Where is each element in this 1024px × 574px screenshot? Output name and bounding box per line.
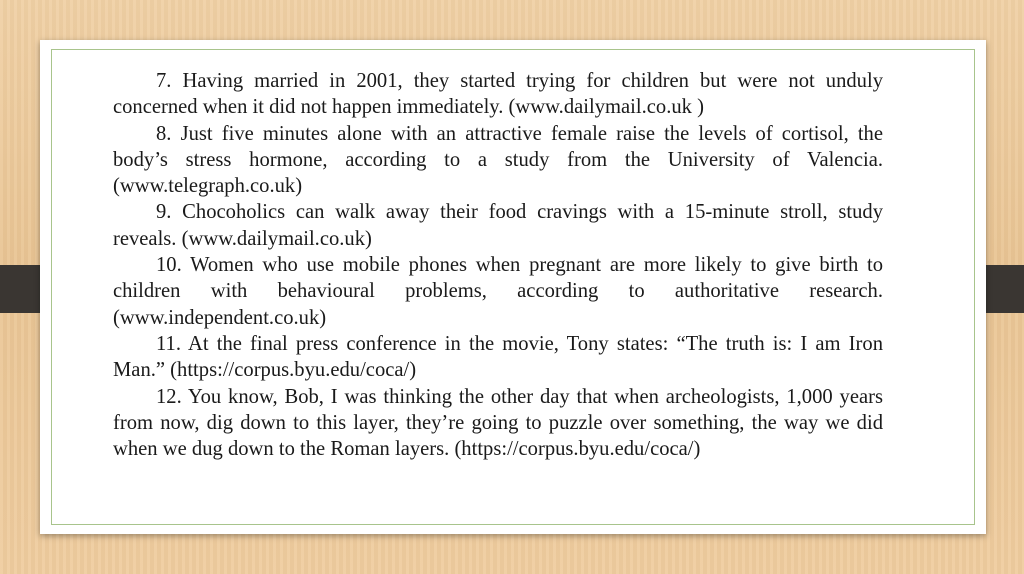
example-paragraph-8: 8. Just five minutes alone with an attractive female raise the levels of cortisol, the body’s stress hormone, according to a study from the University of Valencia. (www.telegraph.co.uk): [113, 122, 883, 198]
example-paragraph-10: 10. Women who use mobile phones when pregnant are more likely to give birth to children with behavioural problems, according to authoritative research. (www.independent.co.uk): [113, 254, 883, 329]
example-paragraph-9: 9. Chocoholics can walk away their food cravings with a 15-minute stroll, study reveals. (www.dailymail.co.uk): [113, 201, 883, 250]
example-paragraph-11: 11. At the final press conference in the movie, Tony states: “The truth is: I am Iron Man.” (https://corpus.byu.edu/coca/): [113, 332, 883, 382]
example-paragraph-7: 7. Having married in 2001, they started trying for children but were not unduly concerned when it did not happen immediately. (www.dailymail.co.uk ): [113, 70, 883, 119]
slide-card: [40, 40, 986, 534]
example-paragraph-12: 12. You know, Bob, I was thinking the other day that when archeologists, 1,000 years from now, dig down to this layer, they’re going to puzzle over something, the way we did when we dug down to the Roman layers. (https://corpus.byu.edu/coca/): [113, 385, 883, 461]
slide-text-body: [113, 68, 883, 462]
